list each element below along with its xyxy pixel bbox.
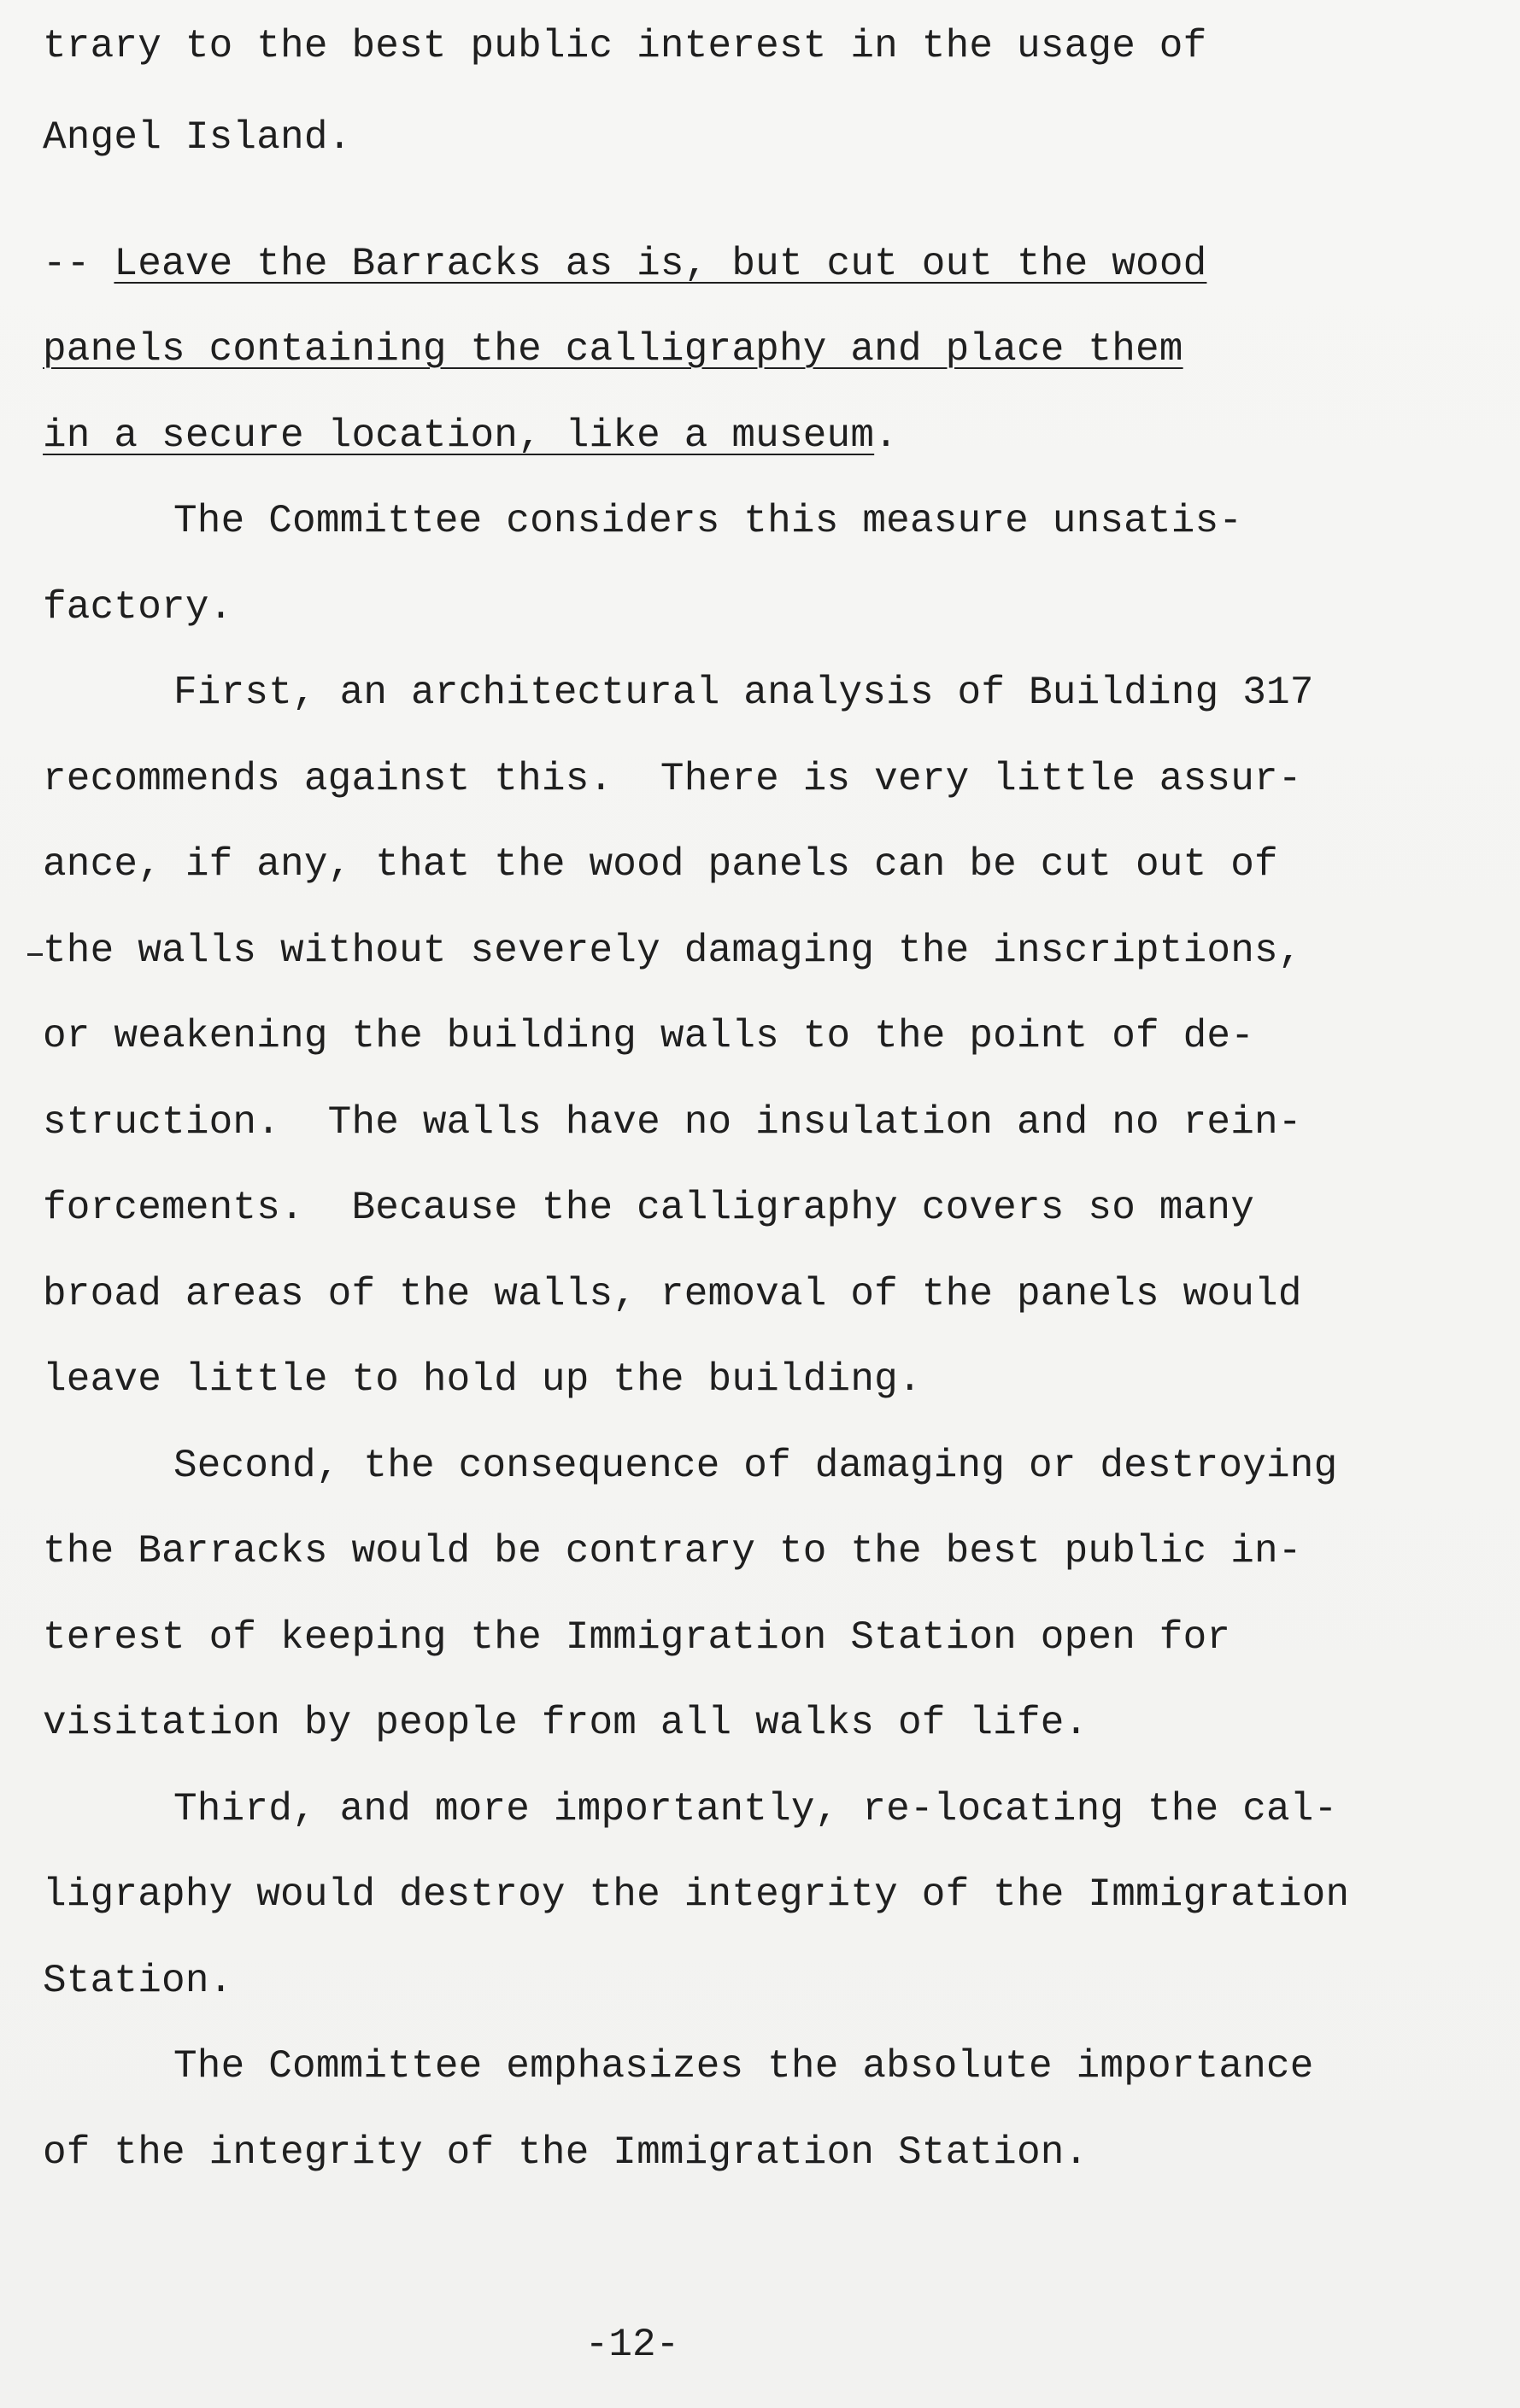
option-line (43, 324, 1183, 375)
option-period: . (874, 413, 898, 458)
text-line: forcements. Because the calligraphy covers so many (43, 1186, 1255, 1230)
paragraph-start: First, an architectural analysis of Building 317 (173, 671, 1314, 715)
text-line: ance, if any, that the wood panels can be cut out of (43, 842, 1278, 887)
text-line: the Barracks would be contrary to the best public in- (43, 1529, 1302, 1573)
paragraph-start: Third, and more importantly, re-locating the cal- (173, 1787, 1338, 1831)
text-line: of the integrity of the Immigration Station. (43, 2130, 1089, 2175)
text-line: broad areas of the walls, removal of the panels would (43, 1272, 1302, 1316)
page-number: -12- (584, 2323, 680, 2367)
text-line: Angel Island. (43, 115, 352, 160)
option-line (43, 410, 898, 461)
text-line: Station. (43, 1959, 233, 2003)
text-line: or weakening the building walls to the point of de- (43, 1014, 1255, 1058)
option-dash: -- (43, 242, 114, 286)
underlined-text: in a secure location, like a museum (43, 413, 875, 458)
text-line: recommends against this. There is very little assur- (43, 757, 1302, 801)
text-line: struction. The walls have no insulation and no rein- (43, 1100, 1302, 1145)
text-line: leave little to hold up the building. (43, 1357, 922, 1402)
text-line: visitation by people from all walks of life. (43, 1701, 1089, 1745)
paragraph-start: The Committee emphasizes the absolute importance (173, 2044, 1314, 2089)
underlined-text: panels containing the calligraphy and place them (43, 327, 1183, 372)
text-line: factory. (43, 585, 233, 630)
text-line: the walls without severely damaging the inscriptions, (43, 929, 1302, 973)
underlined-text: Leave the Barracks as is, but cut out the wood (114, 242, 1207, 286)
paragraph-start: Second, the consequence of damaging or destroying (173, 1444, 1338, 1488)
text-line: ligraphy would destroy the integrity of the Immigration (43, 1872, 1350, 1917)
text-line: trary to the best public interest in the usage of (43, 24, 1207, 68)
margin-mark (27, 953, 43, 956)
paragraph-start: The Committee considers this measure unsatis- (173, 499, 1243, 543)
option-line (43, 238, 1206, 290)
text-line: terest of keeping the Immigration Station open for (43, 1615, 1231, 1660)
